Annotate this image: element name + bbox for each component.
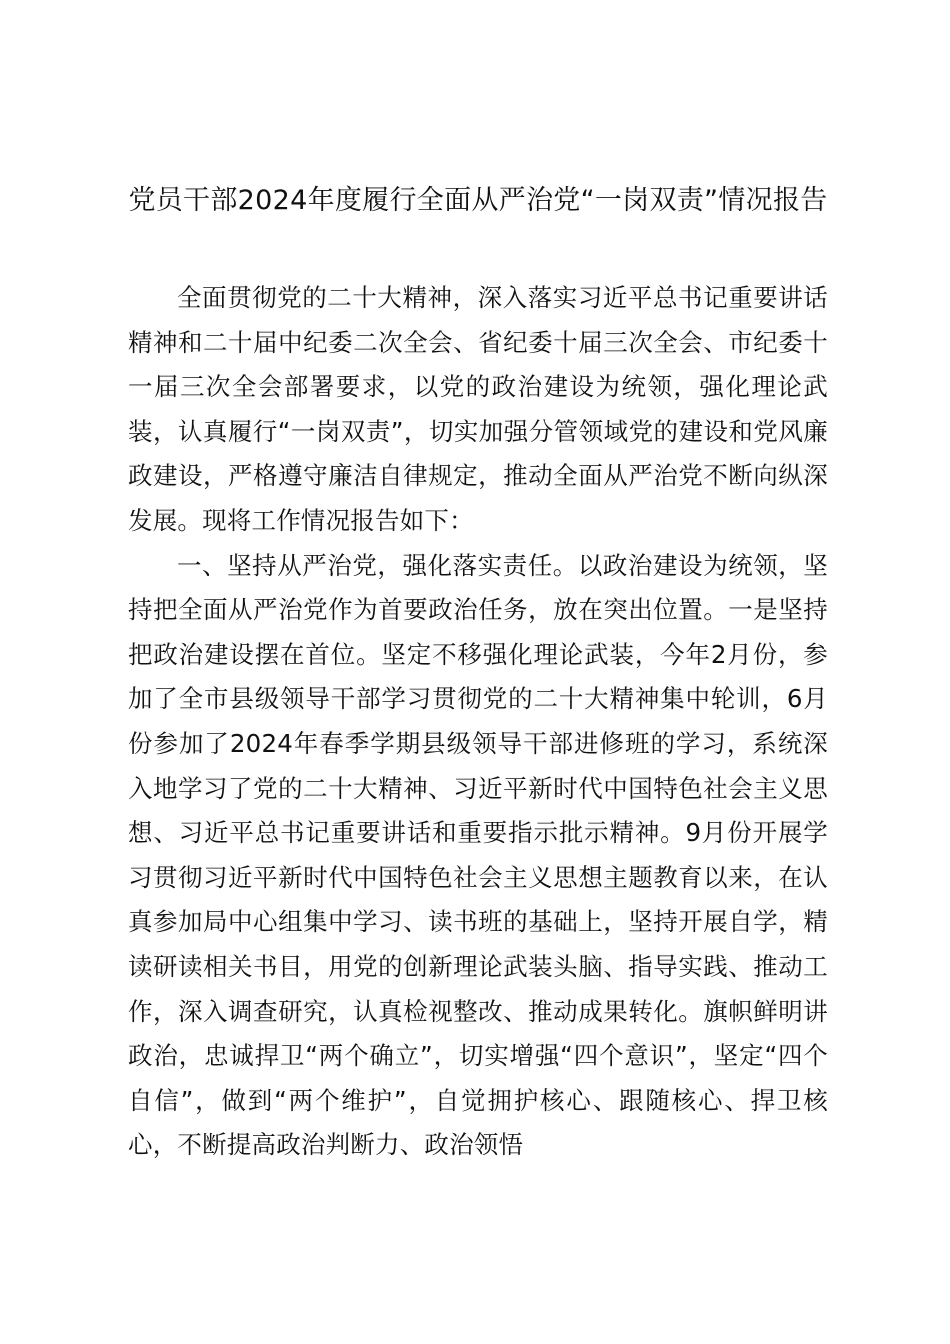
paragraph-intro: 全面贯彻党的二十大精神，深入落实习近平总书记重要讲话精神和二十届中纪委二次全会、省纪委十届三次全会、市纪委十一届三次全会部署要求，以党的政治建设为统领，强化理论武装，认真履行“一岗双责”，切实加强分管领域党的建设和党风廉政建设，严格遵守廉洁自律规定，推动全面从严治党不断向纵深发展。现将工作情况报告如下： [128, 283, 828, 535]
document-body [128, 276, 828, 1168]
paragraph-section-one: 一、坚持从严治党，强化落实责任。以政治建设为统领，坚持把全面从严治党作为首要政治任务，放在突出位置。一是坚持把政治建设摆在首位。坚定不移强化理论武装，今年2月份，参加了全市县级领导干部学习贯彻党的二十大精神集中轮训，6月份参加了2024年春季学期县级领导干部进修班的学习，系统深入地学习了党的二十大精神、习近平新时代中国特色社会主义思想、习近平总书记重要讲话和重要指示批示精神。9月份开展学习贯彻习近平新时代中国特色社会主义思想主题教育以来，在认真参加局中心组集中学习、读书班的基础上，坚持开展自学，精读研读相关书目，用党的创新理论武装头脑、指导实践、推动工作，深入调查研究，认真检视整改、推动成果转化。旗帜鲜明讲政治，忠诚捍卫“两个确立”，切实增强“四个意识”，坚定“四个自信”，做到“两个维护”，自觉拥护核心、跟随核心、捍卫核心，不断提高政治判断力、政治领悟 [128, 550, 828, 1160]
document-title: 党员干部2024年度履行全面从严治党“一岗双责”情况报告 [128, 185, 828, 216]
